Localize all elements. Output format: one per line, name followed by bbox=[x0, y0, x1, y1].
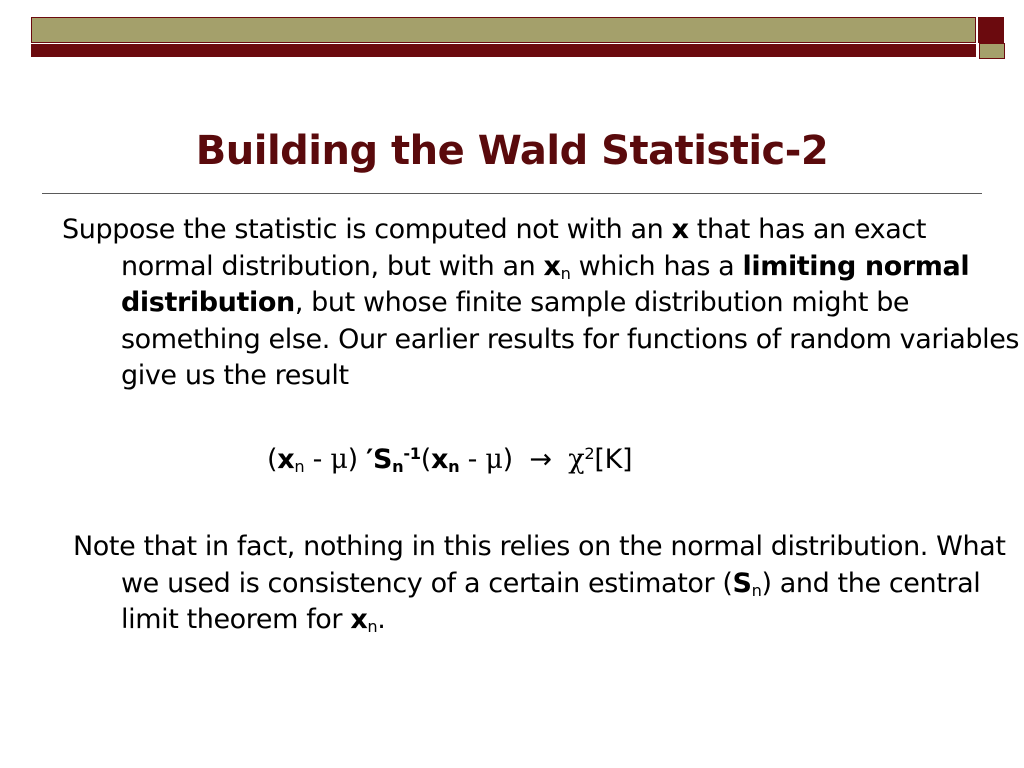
p2-subscript-n: n bbox=[367, 617, 378, 637]
p2-text-2: ) and the central limit theorem for bbox=[121, 567, 981, 635]
formula-S: S bbox=[372, 444, 393, 475]
p1-x: x bbox=[671, 214, 689, 245]
formula-subscript-n: n bbox=[294, 457, 305, 477]
arrow-icon: → bbox=[512, 444, 569, 475]
header-band-dark bbox=[31, 44, 976, 57]
formula-minus: - bbox=[459, 444, 486, 475]
p1-text-4: , but whose finite sample distribution might be something else. Our earlier results for functions of random variables give us the result bbox=[121, 287, 1020, 391]
header-square-red bbox=[978, 17, 1004, 43]
p2-text-3: . bbox=[377, 604, 386, 635]
p1-text-2: that has an exact normal distribution, but with an bbox=[121, 214, 927, 282]
formula-subscript-n: n bbox=[448, 457, 460, 477]
p2-x: x bbox=[350, 604, 368, 635]
p1-text-3: which has a bbox=[570, 250, 743, 282]
formula-squared: 2 bbox=[584, 444, 595, 464]
formula-prime: ′ bbox=[366, 444, 373, 475]
formula-paren: ) bbox=[347, 444, 367, 475]
p1-subscript-n: n bbox=[560, 263, 571, 283]
p2-S: S bbox=[732, 567, 752, 599]
formula-K: [K] bbox=[594, 444, 633, 475]
formula-mu: μ bbox=[485, 444, 503, 475]
p2-text-1: Note that in fact, nothing in this relies on the normal distribution. What we used is consistency of a certain estimator ( bbox=[73, 531, 1006, 599]
wald-formula bbox=[267, 442, 632, 478]
p1-limiting-normal: limiting normal distribution bbox=[121, 250, 970, 318]
title-divider bbox=[42, 193, 982, 194]
formula-paren: ) bbox=[502, 444, 513, 475]
header-band-olive bbox=[31, 17, 976, 43]
formula-inverse: -1 bbox=[403, 444, 421, 464]
formula-S-subscript-n: n bbox=[392, 457, 404, 477]
paragraph-2 bbox=[73, 529, 1021, 639]
formula-x: x bbox=[430, 444, 449, 475]
formula-mu: μ bbox=[330, 444, 348, 475]
p1-x-2: x bbox=[543, 250, 561, 282]
slide-title: Building the Wald Statistic-2 bbox=[195, 128, 829, 174]
formula-chi: χ bbox=[568, 444, 585, 475]
formula-minus: - bbox=[304, 444, 331, 475]
header-square-olive bbox=[979, 43, 1005, 59]
formula-paren: ( bbox=[420, 444, 431, 475]
formula-paren: ( bbox=[267, 444, 278, 475]
formula-x: x bbox=[277, 444, 295, 475]
p2-subscript-n: n bbox=[751, 580, 762, 600]
p1-text-1: Suppose the statistic is computed not with an bbox=[62, 214, 672, 245]
paragraph-1 bbox=[62, 212, 1024, 395]
